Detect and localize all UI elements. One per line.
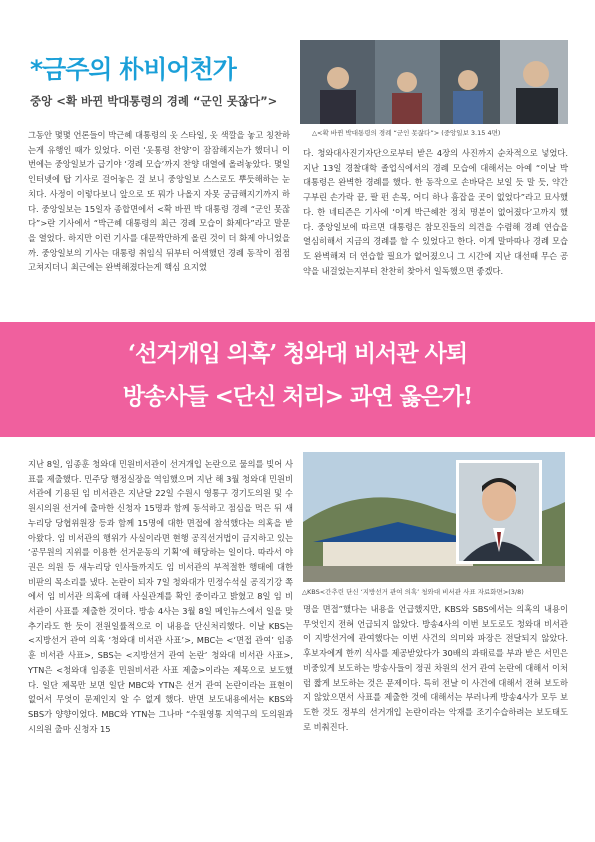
section2-body-left: 지난 8일, 임종훈 청와대 민원비서관이 선거개입 논란으로 물의를 빚어 사표를 제출했다. 민주당 행정실장을 역임했으며 지난 해 3월 청와대 민원비서관에 기용된 임 비서관은 지난달 22일 수원시 영통구 경기도의원 및 수원시의원 선거에 출마한 신청자 15명과 함께 동석하고 점심을 먹은 뒤 새누리당 당협위원장 등과 함께 15명에 대한 면접에 참석했다는 의혹을 받아왔다. 임 비서관의 행위가 사실이라면 현행 공직선거법이 금지하고 있는 ‘공무원의 지위를 이용한 선거운동의 기획’에 해당하는 일이다. 따라서 야권은 의원 등 새누리당 인사들까지도 임 비서관의 부적절한 행태에 대한 비판의 목소리를 냈다. 논란이 되자 7일 청와대가 민정수석실 공직기강 쪽에서 임 비서관 의혹에 대해 사실관계를 확인 중이라고 밝혔고 8일 임 비서관이 사표를 제출한 것이다. 방송 4사는 3월 8일 메인뉴스에서 일을 맞추기라도 한 듯이 전원일률적으로 이 내용을 단신처리했다. 이날 KBS는 <지방선거 관여 의혹 ‘청와대 비서관 사표’>, MBC는 <‘면접 관여’ 임종훈 비서관 사표>, SBS는 <지방선거 관여 논란’ 청와대 비서관 사표>, YTN은 <청와대 임종훈 민원비서관 사표 제출>이라는 제목으로 보도했다. 일단 제목만 보면 일단 MBC와 YTN은 선거 관여 논란이라는 표현이 없어서 무엇이 문제인지 알 수 없게 했다. 반면 보도내용에서는 KBS와 SBS가 양향이었다. MBC와 YTN는 그나마 “수원영통 지역구의 도의원과 시의원 출마 신청자 15 — [28, 459, 293, 734]
section2-photo-caption: △KBS<간추린 단신 ‘지방선거 관여 의혹’ 청와대 비서관 사표 자료화면>(3/8) — [302, 588, 524, 596]
salute-photo — [300, 40, 568, 124]
section1-subtitle: 중앙 <확 바뀐 박대통령의 경례 “군인 못잖다”> — [30, 94, 278, 108]
section1-title: *금주의 朴비어천가 — [30, 55, 236, 84]
headline-line2: 방송사들 <단신 처리> 과연 옳은가! — [122, 383, 473, 410]
section1-body-right: 다. 청와대사진기자단으로부터 받은 4장의 사진까지 순차적으로 넣었다. 지난 13일 경찰대학 졸업식에서의 경례 모습에 대해서는 아예 “이날 박 대통령은 완벽한 경례를 했다. 한 동작으로 손바닥은 보일 듯 말 듯, 약간 구부린 손가락 끝, 팔 펀 손목, 어디 하나 흠잡을 곳이 없었다”라고 묘사했다. 한 네티즌은 기사에 ‘이게 박근혜찬 정치 명분이 없어졌다’고까지 했다. 중앙일보에 따르면 대통령은 참모진들의 의견을 수렴해 경례 연습을 열심히해서 지금의 경례를 할 수 있었다고 한다. 이게 말마따나 경례 모습도 완벽해져 더 연습할 필요가 없어졌으니 그 시간에 지난 대선때 무슨 공약을 내걸었는지부터 찬찬히 찾아서 일독했으면 좋겠다. — [303, 148, 568, 276]
section2-body-right: 명을 면접”했다는 내용을 언급했지만, KBS와 SBS에서는 의혹의 내용이 무엇인지 전혀 언급되지 않았다. 방송4사의 이번 보도로도 청와대 비서관이 지방선거에 관여했다는 이번 사건의 의미와 파장은 전달되지 않았다. 후보자에게 한끼 식사를 제공받았다가 30배의 과태료를 부과 받은 서민은 비중있게 보도하는 방송사들이 정권 차원의 선거 관여 논란에 대해서 이처럼 짧게 보도하는 것은 문제이다. 특히 전날 이 사건에 대해서 전혀 보도하지 않았으면서 사표를 제출한 것에 대해서는 부러나케 방송4사가 모두 보도한 것도 정부의 선거개입 논란이라는 악재를 조기수습하려는 보도태도로 비춰진다. — [303, 604, 568, 732]
section1-body-left: 그동안 몇몇 언론들이 박근혜 대통령의 옷 스타일, 옷 색깔을 놓고 칭찬하는게 유행인 때가 있었다. 이런 ‘옷통령 찬양’이 잠잠해지는가 했더니 이번에는 중앙일보가 급기야 ‘경례 모습’까지 찬양 대열에 올려놓았다. 몇일 인터넷에 탑 기사로 걸어놓은 걸 보니 중앙일보 스스로도 뿌듯해하는 눈치다. 사정이 이렇다보니 앞으로 또 뭐가 나올지 자못 궁금해지기까지 하다. 중앙일보는 15일자 종합면에서 <확 바뀐 박 대통령 경례 “군인 못잖다”>란 기사에서 “박근혜 대통령의 최근 경례 모습이 화제다”라고 말문을 열었다. 하지만 이런 기사를 대문짝만하게 올린 것이 더 화제 아니었을까. 중앙일보의 기사는 대통령 취임식 뒤부터 어색했던 경례 동작이 점점 고쳐지더니 최근에는 완벽해졌다는게 핵심 요지였 — [28, 130, 290, 273]
section1-photo-caption: △<확 바뀐 박대통령의 경례 “군인 못잖다”> (중앙일보 3.15 4면) — [312, 129, 501, 137]
headline-line1: ‘선거개입 의혹’ 청와대 비서관 사퇴 — [127, 340, 468, 367]
blue-house-photo — [303, 452, 565, 582]
